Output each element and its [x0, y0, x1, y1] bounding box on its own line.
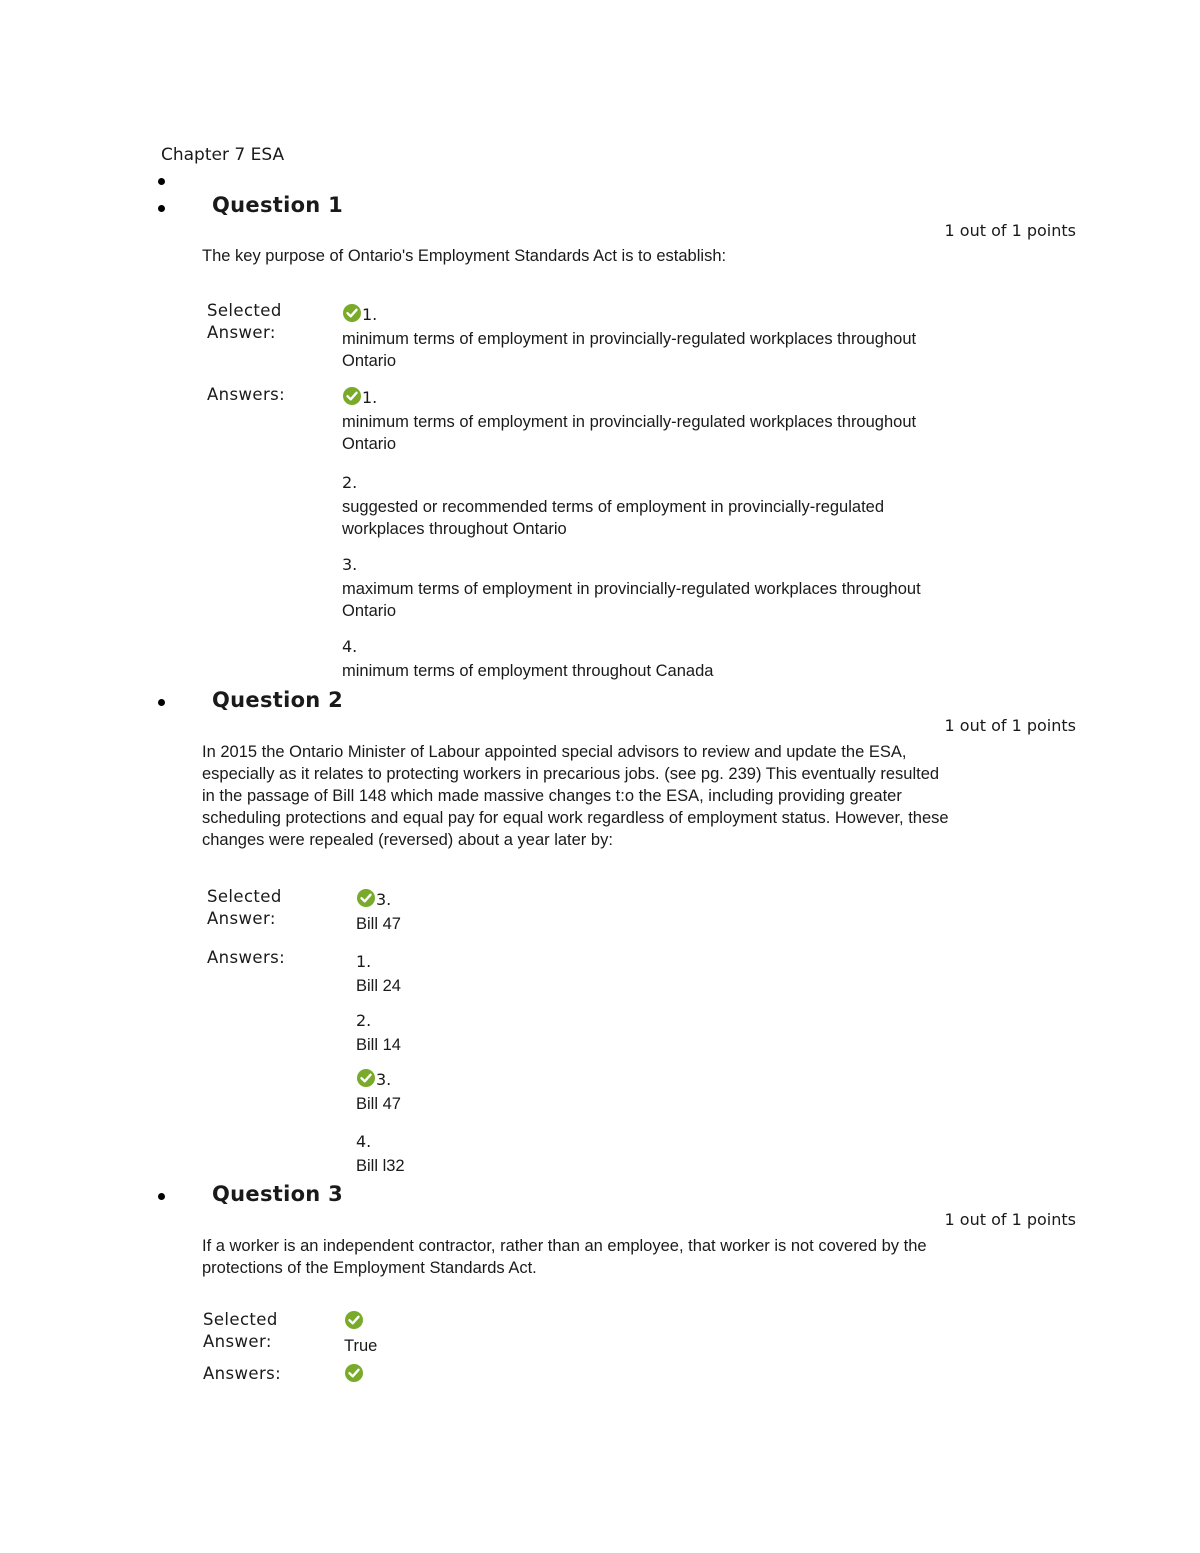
- answer-option: 4. Bill l32: [356, 1132, 405, 1175]
- answer-option: 3. Bill 47: [356, 1070, 401, 1113]
- answers-label: Answers:: [207, 385, 286, 404]
- check-icon: [342, 303, 362, 323]
- points-score: 1 out of 1 points: [944, 716, 1076, 735]
- question-text: The key purpose of Ontario's Employment Standards Act is to establish:: [202, 247, 727, 265]
- bullet: [158, 205, 165, 212]
- question-text: If a worker is an independent contractor, rather than an employee, that worker is not covered by the protections of the Employment Standards Act.: [202, 1237, 927, 1277]
- answer-option: 4. minimum terms of employment throughout Canada: [342, 637, 714, 680]
- check-icon: [356, 1068, 376, 1088]
- check-icon: [344, 1363, 364, 1383]
- answers-label: Answers:: [207, 948, 286, 967]
- selected-answer: 3. Bill 47: [356, 890, 401, 933]
- selected-answer-label: Selected Answer:: [203, 1310, 278, 1351]
- selected-answer: True: [344, 1310, 377, 1357]
- points-score: 1 out of 1 points: [944, 221, 1076, 240]
- selected-answer: 1. minimum terms of employment in provincially-regulated workplaces throughout Ontario: [342, 305, 917, 370]
- bullet: [158, 1193, 165, 1200]
- answer-option: 3. maximum terms of employment in provincially-regulated workplaces throughout Ontario: [342, 555, 921, 620]
- answer-option: 1. minimum terms of employment in provincially-regulated workplaces throughout Ontario: [342, 388, 917, 453]
- points-score: 1 out of 1 points: [944, 1210, 1076, 1229]
- answer-option: 1. Bill 24: [356, 952, 401, 995]
- question-title: Question 2: [212, 688, 344, 712]
- answer-option: [344, 1363, 364, 1384]
- selected-answer-label: Selected Answer:: [207, 887, 282, 928]
- check-icon: [344, 1310, 364, 1330]
- check-icon: [356, 888, 376, 908]
- check-icon: [342, 386, 362, 406]
- empty-bullet: [158, 178, 165, 185]
- answer-option: 2. Bill 14: [356, 1011, 401, 1054]
- selected-answer-label: Selected Answer:: [207, 301, 282, 342]
- answer-option: 2. suggested or recommended terms of employment in provincially-regulated workplaces throughout Ontario: [342, 473, 885, 538]
- document-title: Chapter 7 ESA: [161, 145, 285, 165]
- question-title: Question 3: [212, 1182, 344, 1206]
- question-title: Question 1: [212, 193, 344, 217]
- answers-label: Answers:: [203, 1364, 282, 1383]
- bullet: [158, 699, 165, 706]
- question-text: In 2015 the Ontario Minister of Labour appointed special advisors to review and update the ESA, especially as it relates to protecting workers in precarious jobs. (see pg. 239) This eventually resulted in the passage of Bill 148 which made massive changes t:o the ESA, including providing greater scheduling protections and equal pay for equal work regardless of employment status. However, these changes were repealed (reversed) about a year later by:: [202, 743, 949, 849]
